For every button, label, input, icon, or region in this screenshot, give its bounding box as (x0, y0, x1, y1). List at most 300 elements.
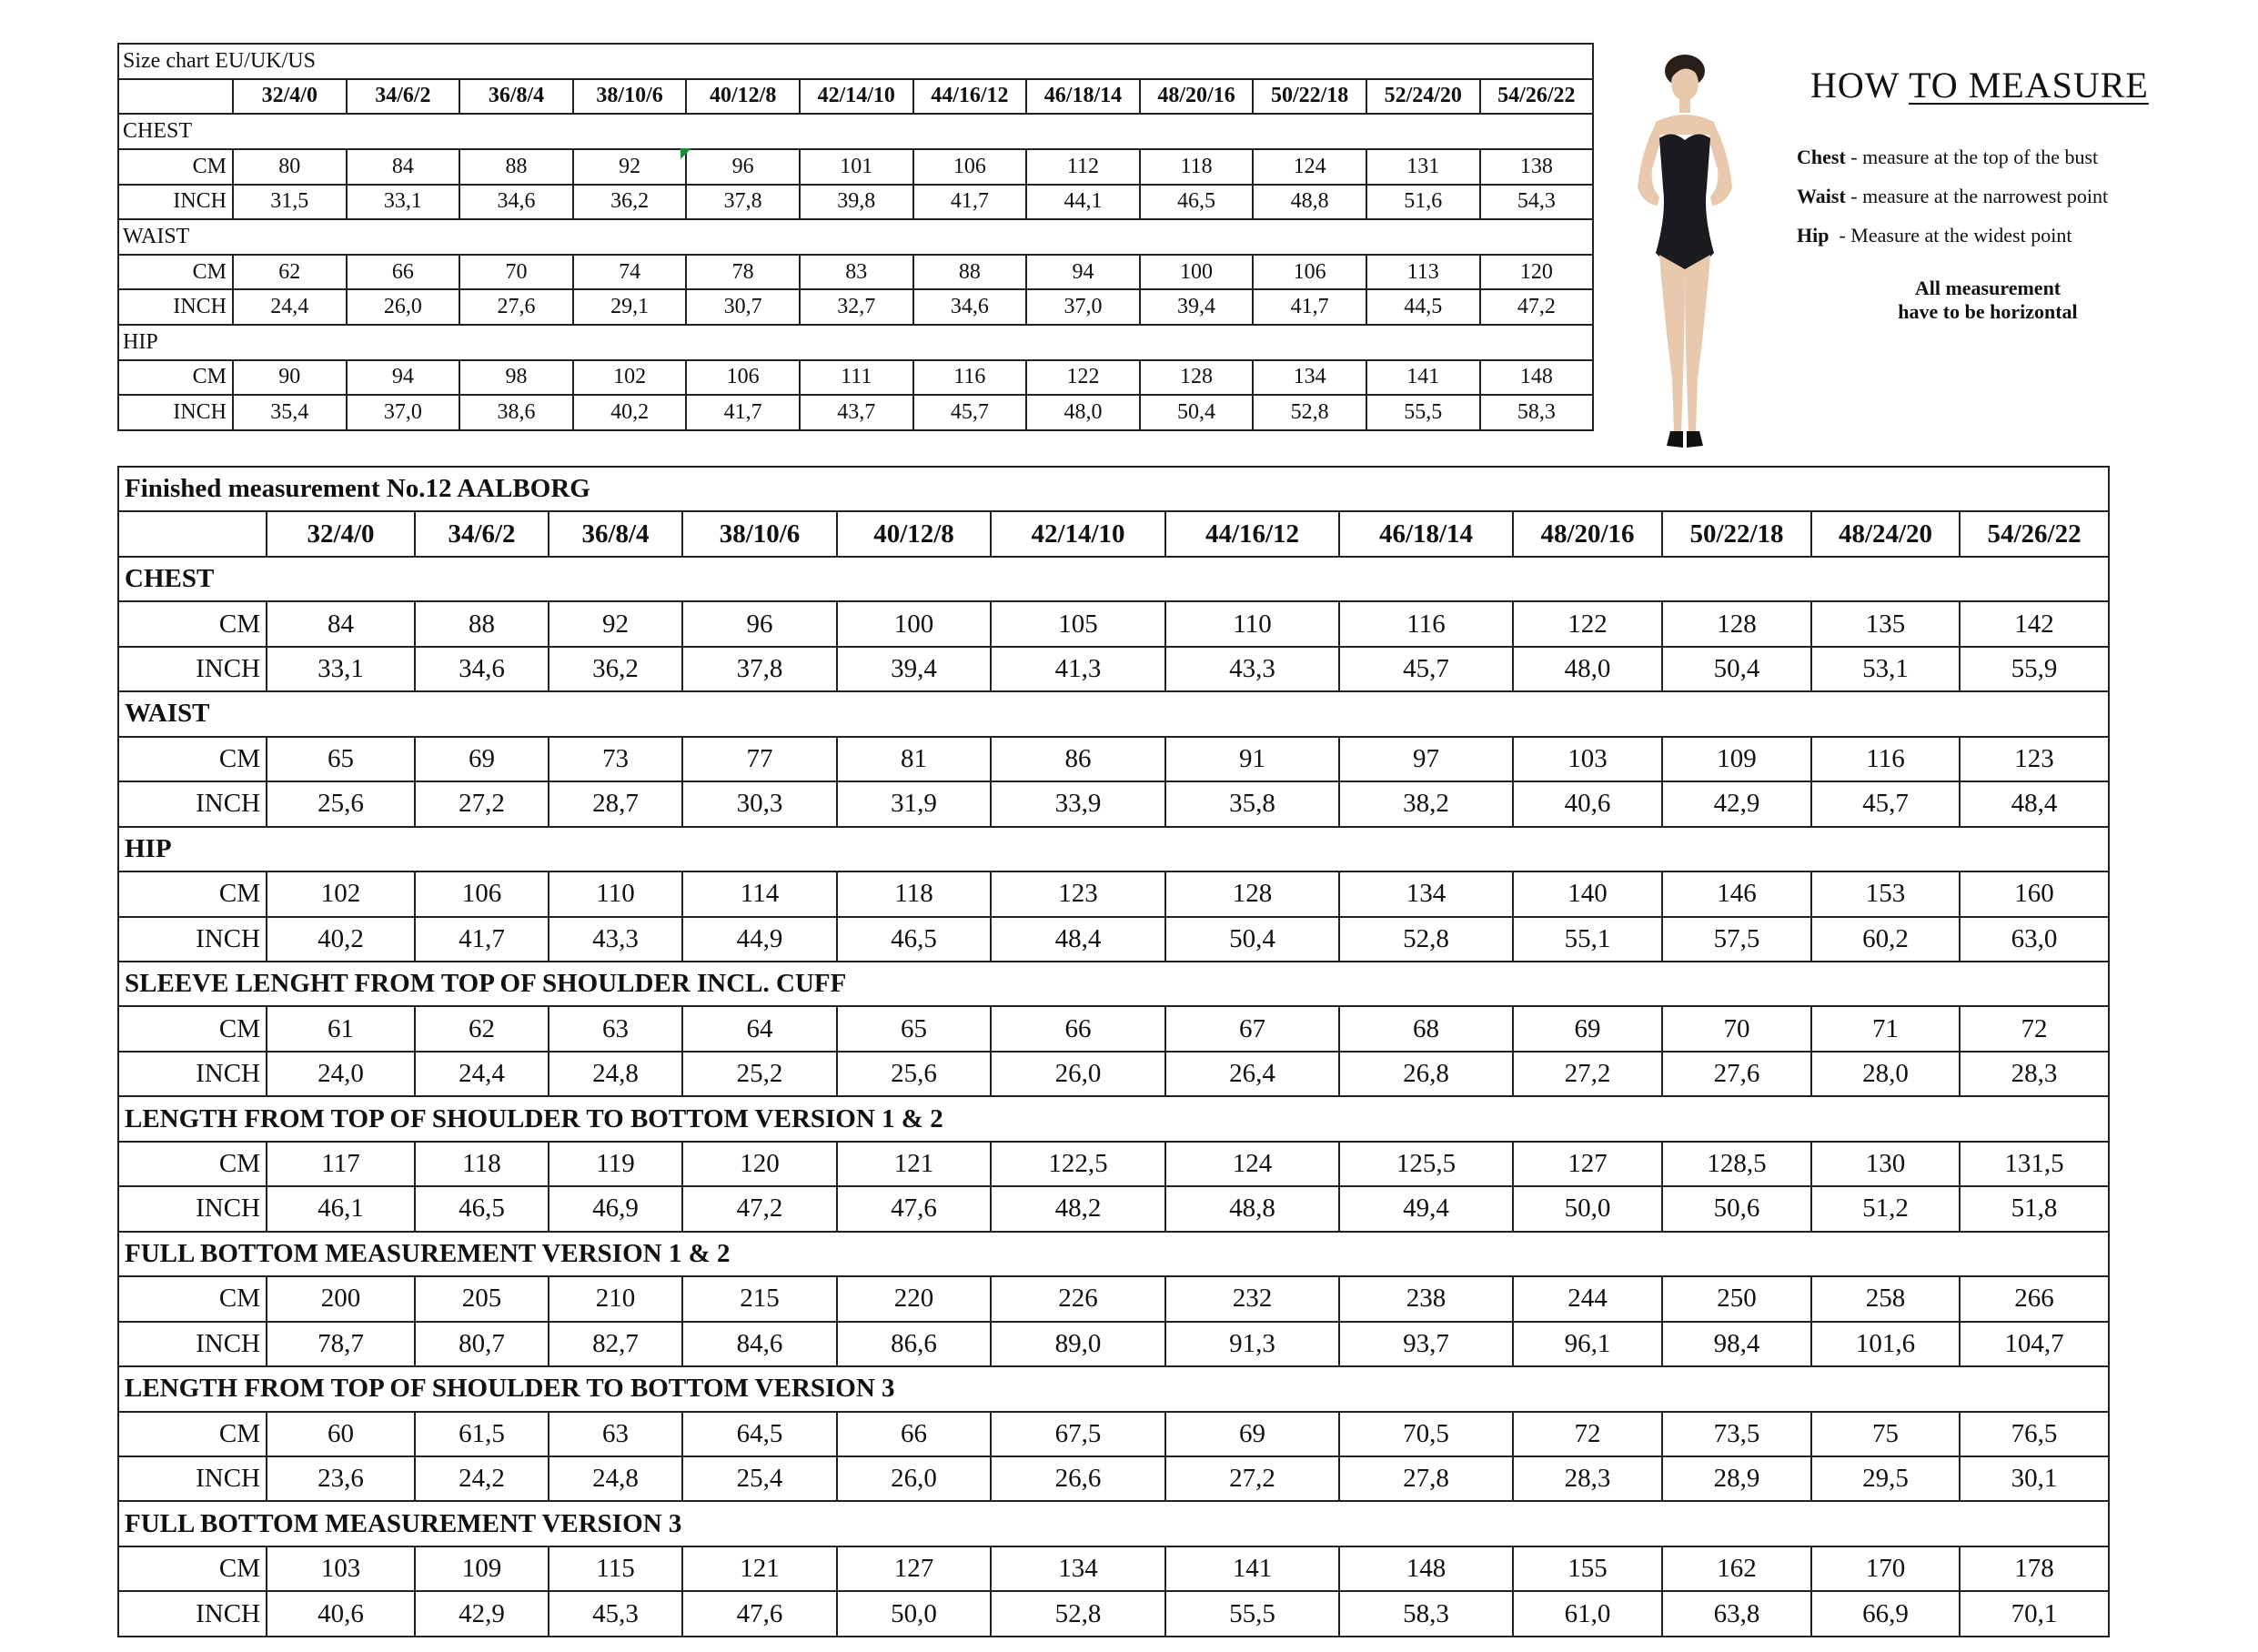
unit-label: CM (118, 871, 267, 916)
measurement-cell: 67 (1165, 1006, 1339, 1051)
measurement-cell: 96,1 (1513, 1322, 1662, 1366)
measurement-cell: 46,5 (415, 1186, 549, 1231)
measurement-cell: 101,6 (1811, 1322, 1960, 1366)
measurement-cell: 128 (1165, 871, 1339, 916)
measurement-cell: 170 (1811, 1546, 1960, 1591)
measurement-cell: 40,6 (267, 1591, 415, 1637)
measurement-cell: 106 (913, 149, 1027, 185)
measurement-cell: 127 (1513, 1142, 1662, 1186)
size-header-cell: 44/16/12 (1165, 511, 1339, 556)
measurement-cell: 27,8 (1339, 1456, 1513, 1501)
measurement-cell: 29,1 (573, 289, 687, 325)
measurement-cell: 51,2 (1811, 1186, 1960, 1231)
measurement-cell: 116 (913, 360, 1027, 396)
measurement-cell: 100 (837, 601, 991, 646)
measurement-cell: 62 (233, 255, 347, 290)
measurement-cell: 46,5 (837, 917, 991, 962)
measurement-cell: 124 (1165, 1142, 1339, 1186)
measurement-cell: 62 (415, 1006, 549, 1051)
size-header-cell: 52/24/20 (1366, 79, 1480, 115)
size-header-cell: 48/24/20 (1811, 511, 1960, 556)
measurement-cell: 122 (1513, 601, 1662, 646)
measurement-cell: 200 (267, 1276, 415, 1321)
measurement-cell: 122 (1026, 360, 1140, 396)
measurement-cell: 116 (1339, 601, 1513, 646)
measurement-cell: 52,8 (1339, 917, 1513, 962)
measurement-cell: 83 (800, 255, 913, 290)
unit-label: INCH (118, 185, 233, 220)
horizontal-measure-note (1820, 277, 2156, 324)
measurement-cell: 84,6 (682, 1322, 837, 1366)
measurement-row (118, 255, 1593, 290)
size-header-cell: 48/20/16 (1140, 79, 1254, 115)
section-label: LENGTH FROM TOP OF SHOULDER TO BOTTOM VERSION 3 (118, 1366, 2109, 1411)
measurement-cell: 122,5 (991, 1142, 1165, 1186)
measurement-row (118, 395, 1593, 430)
measurement-cell: 25,2 (682, 1052, 837, 1096)
measurement-cell: 123 (991, 871, 1165, 916)
measurement-cell: 102 (267, 871, 415, 916)
measurement-cell: 118 (415, 1142, 549, 1186)
measurement-cell: 70,5 (1339, 1412, 1513, 1456)
how-to-measure-title-prefix: HOW (1810, 65, 1910, 106)
size-chart-title-row (118, 44, 1593, 79)
measurement-row (118, 781, 2109, 826)
section-row (118, 962, 2109, 1006)
measurement-cell: 66 (837, 1412, 991, 1456)
measurement-cell: 78,7 (267, 1322, 415, 1366)
section-label: HIP (118, 325, 1593, 360)
measurement-cell: 73 (549, 737, 682, 781)
measurement-cell: 155 (1513, 1546, 1662, 1591)
measurement-cell: 39,4 (1140, 289, 1254, 325)
measurement-cell: 24,8 (549, 1456, 682, 1501)
measurement-cell: 84 (267, 601, 415, 646)
measurement-cell: 141 (1165, 1546, 1339, 1591)
measurement-cell: 68 (1339, 1006, 1513, 1051)
measurement-cell: 74 (573, 255, 687, 290)
measurement-cell: 48,2 (991, 1186, 1165, 1231)
measurement-cell: 48,0 (1026, 395, 1140, 430)
measurement-cell: 134 (1339, 871, 1513, 916)
measurement-cell: 46,9 (549, 1186, 682, 1231)
section-row (118, 1501, 2109, 1546)
measurement-cell: 97 (1339, 737, 1513, 781)
measurement-cell: 86 (991, 737, 1165, 781)
measurement-cell: 123 (1960, 737, 2109, 781)
measurement-cell: 73,5 (1662, 1412, 1811, 1456)
measurement-cell: 50,0 (1513, 1186, 1662, 1231)
measure-instruction-chest (1797, 146, 2098, 169)
unit-label: INCH (118, 917, 267, 962)
measurement-cell: 238 (1339, 1276, 1513, 1321)
measurement-cell: 40,2 (573, 395, 687, 430)
unit-label: INCH (118, 1322, 267, 1366)
measurement-cell: 65 (837, 1006, 991, 1051)
measurement-cell: 39,8 (800, 185, 913, 220)
size-header-cell: 40/12/8 (686, 79, 800, 115)
measurement-cell: 28,0 (1811, 1052, 1960, 1096)
measurement-cell: 162 (1662, 1546, 1811, 1591)
size-header-cell: 38/10/6 (682, 511, 837, 556)
size-header-cell: 50/22/18 (1662, 511, 1811, 556)
measurement-cell: 63,0 (1960, 917, 2109, 962)
measurement-cell: 42,9 (1662, 781, 1811, 826)
measurement-cell: 98,4 (1662, 1322, 1811, 1366)
measurement-cell: 70 (459, 255, 573, 290)
section-label: FULL BOTTOM MEASUREMENT VERSION 3 (118, 1501, 2109, 1546)
measurement-cell: 57,5 (1662, 917, 1811, 962)
measurement-cell: 23,6 (267, 1456, 415, 1501)
measurement-cell: 160 (1960, 871, 2109, 916)
measurement-cell: 88 (913, 255, 1027, 290)
measurement-cell: 52,8 (991, 1591, 1165, 1637)
section-row (118, 827, 2109, 871)
measurement-cell: 78 (686, 255, 800, 290)
measure-instruction-hip (1797, 224, 2072, 247)
measurement-cell: 113 (1366, 255, 1480, 290)
measurement-cell: 115 (549, 1546, 682, 1591)
measurement-cell: 105 (991, 601, 1165, 646)
measurement-cell: 81 (837, 737, 991, 781)
measurement-row (118, 917, 2109, 962)
measurement-cell: 39,4 (837, 647, 991, 691)
measurement-cell: 69 (1513, 1006, 1662, 1051)
measurement-cell: 52,8 (1253, 395, 1366, 430)
measurement-cell: 72 (1513, 1412, 1662, 1456)
measurement-cell: 45,7 (1811, 781, 1960, 826)
measurement-cell: 141 (1366, 360, 1480, 396)
section-row (118, 114, 1593, 149)
measurement-cell: 135 (1811, 601, 1960, 646)
measurement-cell: 46,5 (1140, 185, 1254, 220)
measurement-cell: 43,3 (549, 917, 682, 962)
header-blank-cell (118, 511, 267, 556)
size-header-cell: 32/4/0 (267, 511, 415, 556)
measurement-cell: 220 (837, 1276, 991, 1321)
cell-selection-marker (680, 148, 691, 159)
size-header-cell: 38/10/6 (573, 79, 687, 115)
measurement-cell: 65 (267, 737, 415, 781)
measurement-cell: 50,4 (1662, 647, 1811, 691)
measurement-cell: 28,3 (1960, 1052, 2109, 1096)
unit-label: INCH (118, 289, 233, 325)
size-header-cell: 42/14/10 (991, 511, 1165, 556)
measurement-cell: 106 (415, 871, 549, 916)
measurement-cell: 117 (267, 1142, 415, 1186)
how-to-measure-title-underlined: TO MEASURE (1909, 65, 2149, 106)
measurement-row (118, 647, 2109, 691)
measurement-cell: 51,6 (1366, 185, 1480, 220)
measurement-cell: 42,9 (415, 1591, 549, 1637)
measurement-cell: 210 (549, 1276, 682, 1321)
measurement-cell: 148 (1480, 360, 1594, 396)
measurement-cell: 120 (682, 1142, 837, 1186)
measurement-cell: 63 (549, 1006, 682, 1051)
measurement-cell: 26,0 (991, 1052, 1165, 1096)
section-label: CHEST (118, 114, 1593, 149)
measurement-row (118, 1322, 2109, 1366)
measurement-cell: 118 (837, 871, 991, 916)
measurement-cell: 103 (267, 1546, 415, 1591)
measurement-cell: 61,0 (1513, 1591, 1662, 1637)
measurement-cell: 25,4 (682, 1456, 837, 1501)
size-header-cell: 36/8/4 (459, 79, 573, 115)
measurement-cell: 69 (1165, 1412, 1339, 1456)
measurement-cell: 46,1 (267, 1186, 415, 1231)
measurement-cell: 33,9 (991, 781, 1165, 826)
measurement-cell: 114 (682, 871, 837, 916)
measurement-cell: 148 (1339, 1546, 1513, 1591)
measurement-cell: 128 (1662, 601, 1811, 646)
unit-label: CM (118, 737, 267, 781)
measurement-cell: 26,8 (1339, 1052, 1513, 1096)
measurement-row (118, 1006, 2109, 1051)
measurement-cell: 28,9 (1662, 1456, 1811, 1501)
measurement-cell: 226 (991, 1276, 1165, 1321)
measurement-cell: 33,1 (267, 647, 415, 691)
unit-label: CM (118, 149, 233, 185)
measurement-cell: 86,6 (837, 1322, 991, 1366)
size-header-cell: 44/16/12 (913, 79, 1027, 115)
measurement-cell: 36,2 (573, 185, 687, 220)
measurement-cell: 205 (415, 1276, 549, 1321)
measurement-cell: 88 (415, 601, 549, 646)
measurement-cell: 91 (1165, 737, 1339, 781)
section-row (118, 1232, 2109, 1276)
measurement-cell: 127 (837, 1546, 991, 1591)
unit-label: CM (118, 255, 233, 290)
section-label: SLEEVE LENGHT FROM TOP OF SHOULDER INCL. CUFF (118, 962, 2109, 1006)
measurement-cell: 102 (573, 360, 687, 396)
measurement-cell: 80,7 (415, 1322, 549, 1366)
measurement-cell: 76,5 (1960, 1412, 2109, 1456)
measurement-cell: 48,4 (1960, 781, 2109, 826)
size-header-cell: 40/12/8 (837, 511, 991, 556)
measurement-cell: 94 (1026, 255, 1140, 290)
how-to-measure-title (1810, 64, 2165, 106)
measurement-cell: 35,8 (1165, 781, 1339, 826)
measurement-row (118, 1276, 2109, 1321)
section-label: CHEST (118, 557, 2109, 601)
measurement-cell: 30,3 (682, 781, 837, 826)
measurement-cell: 142 (1960, 601, 2109, 646)
measurement-cell: 49,4 (1339, 1186, 1513, 1231)
measurement-cell: 47,6 (682, 1591, 837, 1637)
size-header-cell: 46/18/14 (1339, 511, 1513, 556)
measurement-cell: 89,0 (991, 1322, 1165, 1366)
measurement-cell: 67,5 (991, 1412, 1165, 1456)
measurement-cell: 50,4 (1140, 395, 1254, 430)
size-header-row (118, 79, 1593, 115)
measurement-cell: 37,0 (1026, 289, 1140, 325)
measurement-cell: 24,2 (415, 1456, 549, 1501)
measurement-cell: 66 (991, 1006, 1165, 1051)
unit-label: CM (118, 1546, 267, 1591)
measurement-cell: 54,3 (1480, 185, 1594, 220)
measurement-cell: 63 (549, 1412, 682, 1456)
measurement-cell: 66,9 (1811, 1591, 1960, 1637)
measurement-cell: 92 (573, 149, 687, 185)
measurement-cell: 258 (1811, 1276, 1960, 1321)
measurement-cell: 106 (686, 360, 800, 396)
measurement-cell: 50,0 (837, 1591, 991, 1637)
measure-desc: - measure at the top of the bust (1845, 146, 2099, 168)
measurement-cell: 70,1 (1960, 1591, 2109, 1637)
measurement-cell: 27,2 (415, 781, 549, 826)
measurement-cell: 45,7 (913, 395, 1027, 430)
note-line-2: have to be horizontal (1898, 300, 2078, 323)
section-row (118, 1366, 2109, 1411)
size-header-cell: 42/14/10 (800, 79, 913, 115)
measurement-cell: 98 (459, 360, 573, 396)
measurement-cell: 27,2 (1165, 1456, 1339, 1501)
measurement-cell: 41,7 (686, 395, 800, 430)
finished-measurement-table (117, 466, 2110, 1637)
section-row (118, 219, 1593, 255)
measurement-cell: 146 (1662, 871, 1811, 916)
measurement-cell: 60,2 (1811, 917, 1960, 962)
unit-label: CM (118, 1276, 267, 1321)
unit-label: CM (118, 1142, 267, 1186)
measurement-cell: 100 (1140, 255, 1254, 290)
measurement-cell: 60 (267, 1412, 415, 1456)
measurement-cell: 26,0 (347, 289, 460, 325)
measurement-cell: 28,3 (1513, 1456, 1662, 1501)
measurement-cell: 266 (1960, 1276, 2109, 1321)
measurement-cell: 41,7 (415, 917, 549, 962)
measurement-cell: 25,6 (837, 1052, 991, 1096)
measurement-cell: 116 (1811, 737, 1960, 781)
measurement-cell: 37,8 (686, 185, 800, 220)
measurement-cell: 131 (1366, 149, 1480, 185)
measurement-cell: 110 (549, 871, 682, 916)
measurement-cell: 96 (686, 149, 800, 185)
note-line-1: All measurement (1914, 277, 2061, 299)
measurement-row (118, 1546, 2109, 1591)
measurement-cell: 41,7 (1253, 289, 1366, 325)
measurement-cell: 38,6 (459, 395, 573, 430)
measurement-cell: 35,4 (233, 395, 347, 430)
measurement-cell: 121 (682, 1546, 837, 1591)
measurement-cell: 33,1 (347, 185, 460, 220)
measurement-cell: 134 (991, 1546, 1165, 1591)
measurement-cell: 47,2 (682, 1186, 837, 1231)
measurement-cell: 82,7 (549, 1322, 682, 1366)
unit-label: CM (118, 601, 267, 646)
measurement-cell: 41,7 (913, 185, 1027, 220)
finished-title: Finished measurement No.12 AALBORG (118, 467, 2109, 511)
measure-term: Hip (1797, 224, 1830, 247)
size-header-cell: 46/18/14 (1026, 79, 1140, 115)
measurement-cell: 109 (1662, 737, 1811, 781)
measurement-cell: 44,1 (1026, 185, 1140, 220)
measurement-cell: 244 (1513, 1276, 1662, 1321)
section-label: WAIST (118, 691, 2109, 736)
measurement-row (118, 1186, 2109, 1231)
measurement-cell: 75 (1811, 1412, 1960, 1456)
measurement-cell: 29,5 (1811, 1456, 1960, 1501)
measurement-cell: 45,7 (1339, 647, 1513, 691)
size-chart-title: Size chart EU/UK/US (118, 44, 1593, 79)
measurement-cell: 88 (459, 149, 573, 185)
size-chart-body (118, 44, 1593, 430)
size-header-cell: 34/6/2 (347, 79, 460, 115)
measurement-cell: 26,0 (837, 1456, 991, 1501)
size-header-cell: 34/6/2 (415, 511, 549, 556)
measurement-cell: 30,1 (1960, 1456, 2109, 1501)
measurement-cell: 118 (1140, 149, 1254, 185)
header-blank-cell (118, 79, 233, 115)
measure-desc: - measure at the narrowest point (1845, 185, 2109, 207)
measurement-cell: 63,8 (1662, 1591, 1811, 1637)
measurement-cell: 125,5 (1339, 1142, 1513, 1186)
measurement-cell: 94 (347, 360, 460, 396)
measurement-cell: 111 (800, 360, 913, 396)
measurement-row (118, 871, 2109, 916)
measurement-cell: 27,6 (459, 289, 573, 325)
measurement-cell: 44,9 (682, 917, 837, 962)
measurement-cell: 58,3 (1339, 1591, 1513, 1637)
measure-term: Chest (1797, 146, 1846, 168)
measurement-cell: 50,4 (1165, 917, 1339, 962)
measurement-cell: 24,4 (415, 1052, 549, 1096)
measurement-cell: 37,0 (347, 395, 460, 430)
measurement-cell: 110 (1165, 601, 1339, 646)
measurement-cell: 44,5 (1366, 289, 1480, 325)
unit-label: CM (118, 360, 233, 396)
measurement-cell: 48,4 (991, 917, 1165, 962)
measurement-cell: 64 (682, 1006, 837, 1051)
measurement-cell: 101 (800, 149, 913, 185)
finished-measurement-body (118, 467, 2109, 1637)
measurement-cell: 30,7 (686, 289, 800, 325)
measurement-cell: 153 (1811, 871, 1960, 916)
measure-term: Waist (1797, 185, 1846, 207)
measurement-cell: 109 (415, 1546, 549, 1591)
measurement-cell: 43,7 (800, 395, 913, 430)
measurement-cell: 40,6 (1513, 781, 1662, 826)
measurement-row (118, 185, 1593, 220)
measurement-cell: 128 (1140, 360, 1254, 396)
measurement-cell: 69 (415, 737, 549, 781)
measurement-cell: 80 (233, 149, 347, 185)
measurement-cell: 43,3 (1165, 647, 1339, 691)
measurement-cell: 31,9 (837, 781, 991, 826)
size-header-row (118, 511, 2109, 556)
measurement-cell: 121 (837, 1142, 991, 1186)
measurement-row (118, 289, 1593, 325)
section-label: LENGTH FROM TOP OF SHOULDER TO BOTTOM VERSION 1 & 2 (118, 1096, 2109, 1141)
measurement-cell: 34,6 (459, 185, 573, 220)
measurement-cell: 40,2 (267, 917, 415, 962)
unit-label: INCH (118, 1186, 267, 1231)
size-header-cell: 50/22/18 (1253, 79, 1366, 115)
measurement-cell: 45,3 (549, 1591, 682, 1637)
measurement-cell: 84 (347, 149, 460, 185)
size-chart-table (117, 43, 1594, 431)
measurement-cell: 104,7 (1960, 1322, 2109, 1366)
measurement-cell: 55,9 (1960, 647, 2109, 691)
measurement-cell: 55,5 (1165, 1591, 1339, 1637)
section-row (118, 691, 2109, 736)
measurement-cell: 51,8 (1960, 1186, 2109, 1231)
measurement-cell: 71 (1811, 1006, 1960, 1051)
unit-label: INCH (118, 1591, 267, 1637)
measurement-cell: 232 (1165, 1276, 1339, 1321)
finished-title-row (118, 467, 2109, 511)
measurement-cell: 138 (1480, 149, 1594, 185)
